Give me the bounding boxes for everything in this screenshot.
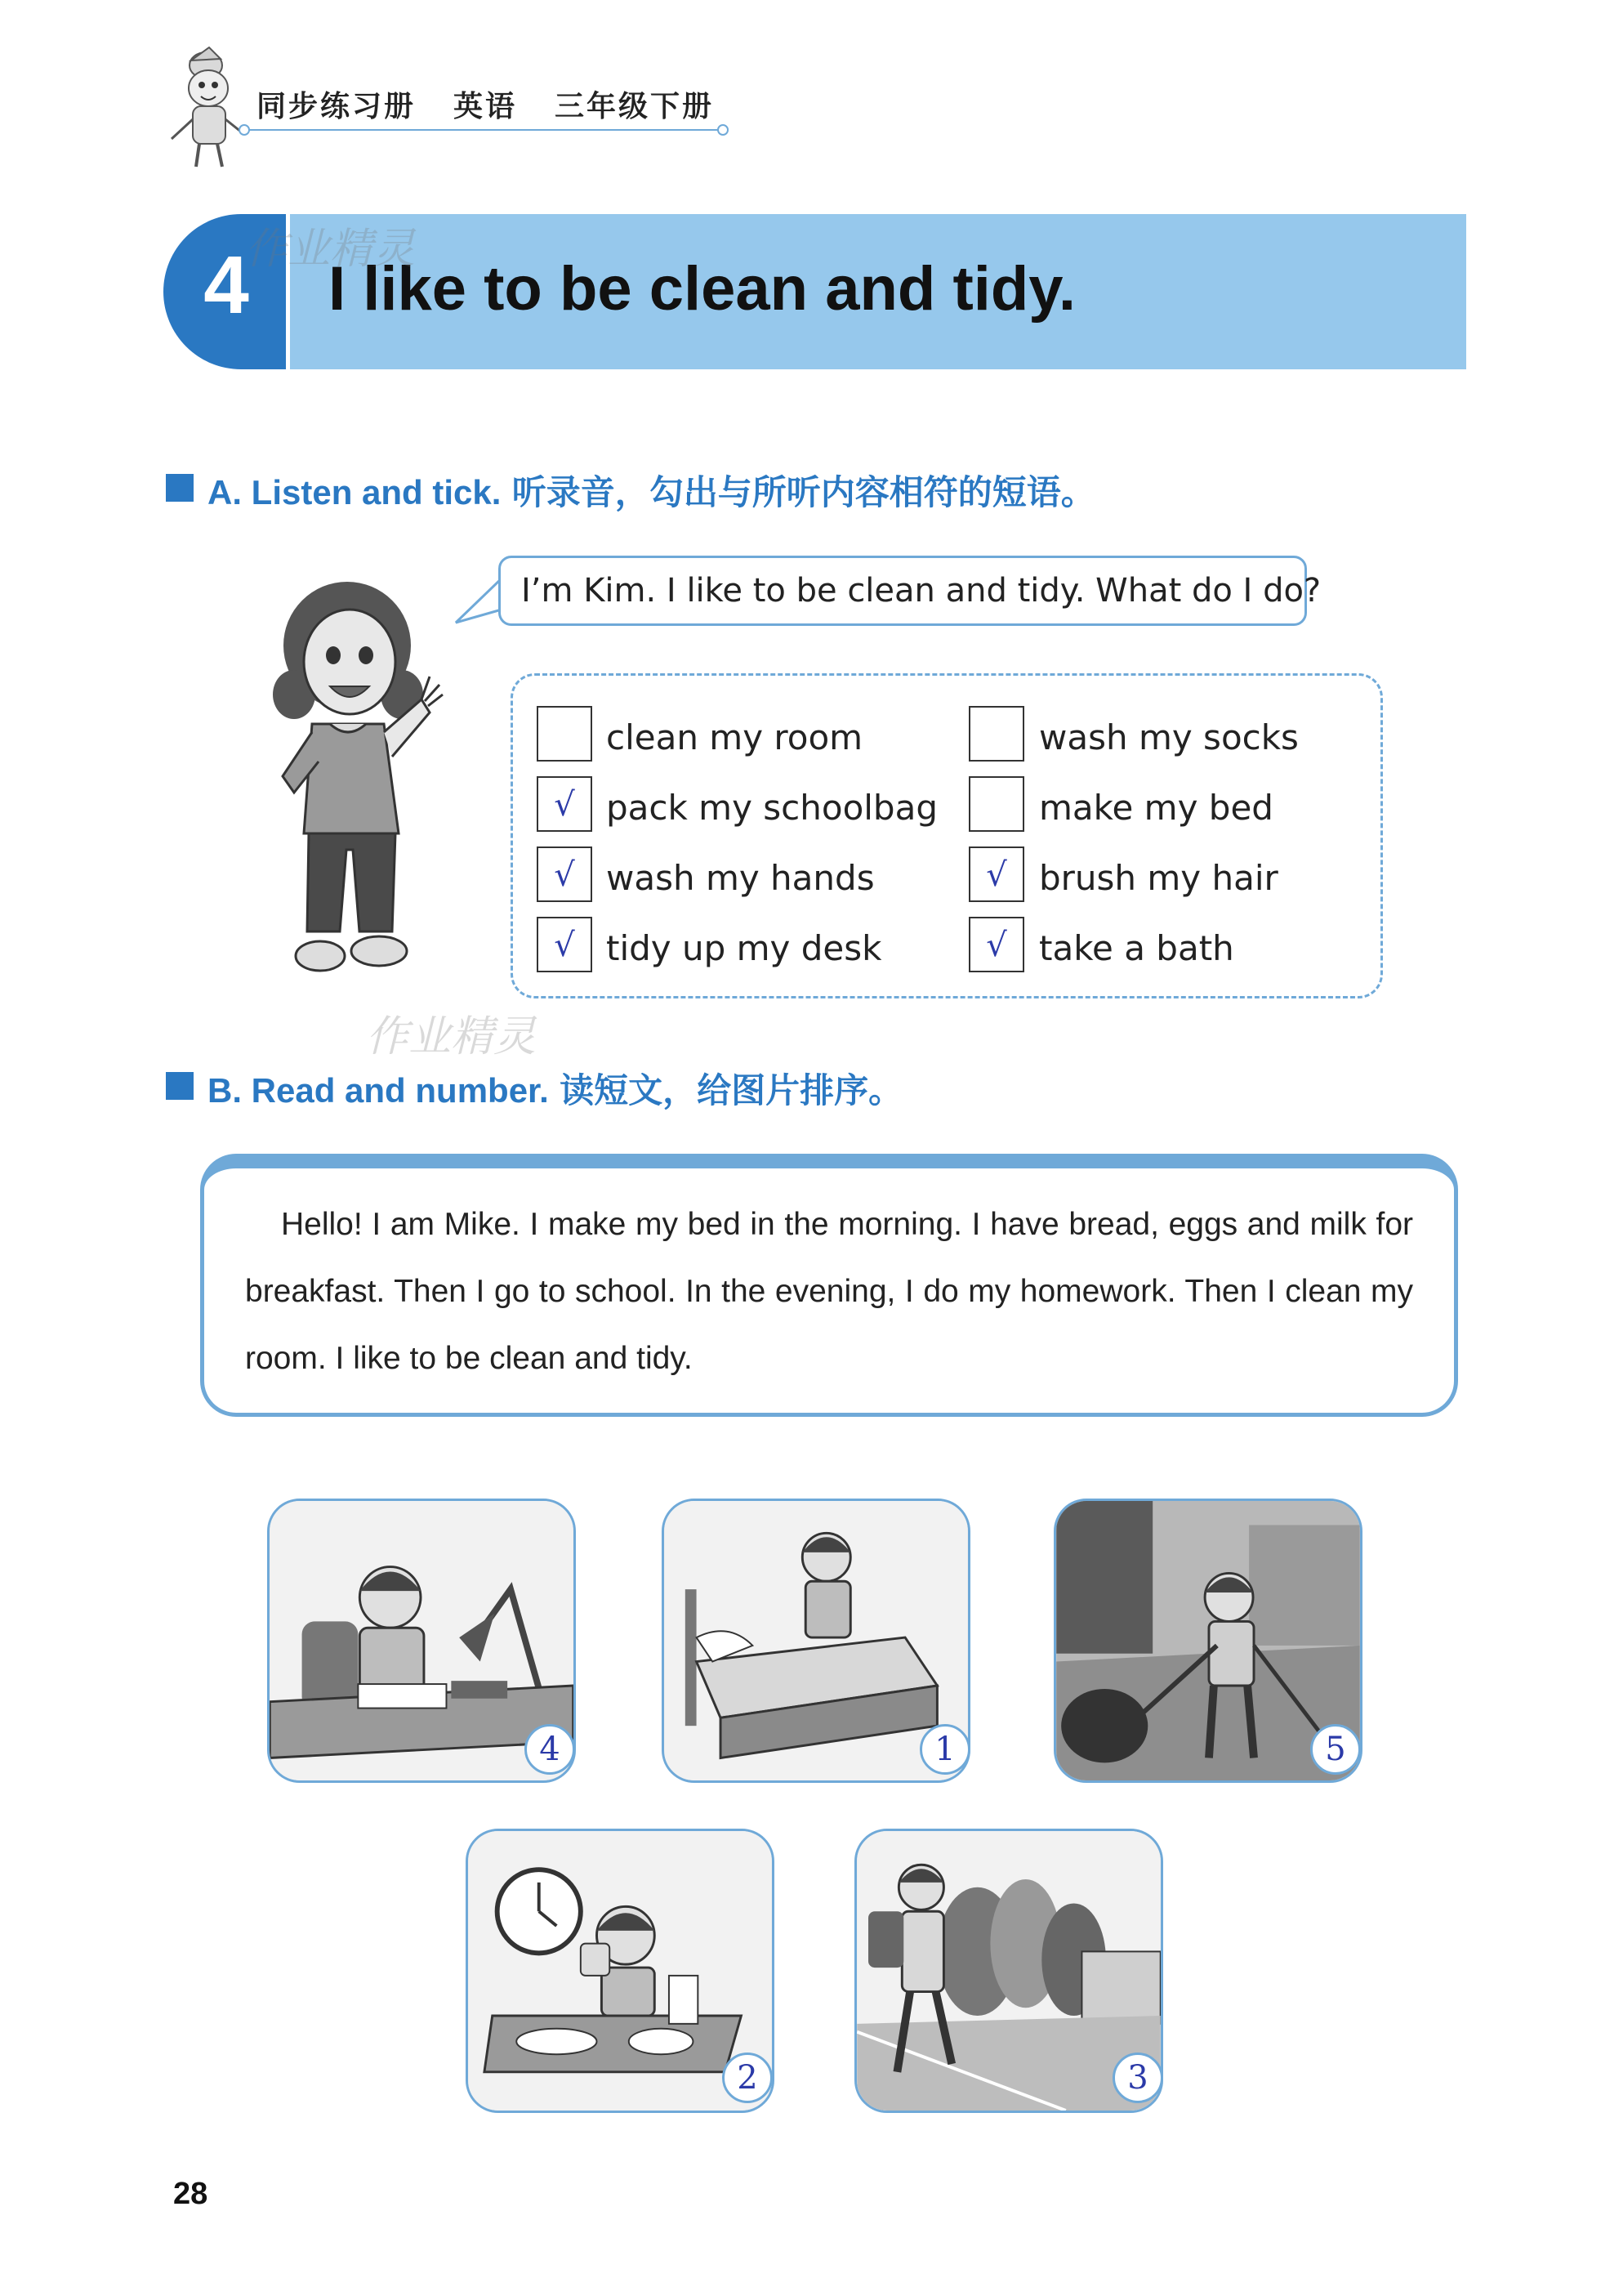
section-b-marker — [166, 1072, 194, 1100]
section-a-heading-en: A. Listen and tick. — [207, 473, 502, 511]
tick-box-clean-my-room[interactable] — [537, 706, 592, 762]
tick-box-tidy-up-my-desk[interactable]: √ — [537, 917, 592, 972]
option-label-pack-my-schoolbag: pack my schoolbag — [606, 788, 938, 828]
reading-passage — [245, 1191, 1413, 1392]
picture-number-make-bed[interactable]: 1 — [920, 1724, 970, 1775]
section-b-heading-zh: 读短文，给图片排序。 — [560, 1070, 903, 1110]
picture-number-go-to-school[interactable]: 3 — [1113, 2053, 1163, 2103]
tick-box-pack-my-schoolbag[interactable]: √ — [537, 776, 592, 832]
header-rule-dot-left — [239, 124, 250, 136]
watermark-2: 作业精灵 — [366, 1012, 537, 1061]
option-label-wash-my-socks: wash my socks — [1039, 717, 1299, 757]
section-a-heading-zh: 听录音，勾出与所听内容相符的短语。 — [511, 472, 1095, 512]
reading-passage-text: Hello! I am Mike. I make my bed in the morning. I have bread, eggs and milk for breakfast. Then I go to school. In the evening, I do my homework. Then I clean my room. I like to be clean and tidy. — [245, 1207, 1413, 1376]
tick-box-take-a-bath[interactable]: √ — [969, 917, 1024, 972]
option-label-make-my-bed: make my bed — [1039, 788, 1273, 828]
subject: 英语 — [453, 90, 518, 123]
picture-number-clean-room[interactable]: 5 — [1310, 1724, 1361, 1775]
bubble-tail — [454, 575, 503, 626]
book-title: 同步练习册 — [256, 90, 417, 123]
tick-box-make-my-bed[interactable] — [969, 776, 1024, 832]
section-a-heading — [207, 466, 1095, 515]
grade: 三年级下册 — [555, 90, 715, 123]
mascot-illustration — [163, 41, 253, 172]
unit-number: 4 — [203, 239, 249, 331]
picture-number-homework[interactable]: 4 — [524, 1724, 575, 1775]
option-label-wash-my-hands: wash my hands — [606, 858, 875, 898]
unit-title: I like to be clean and tidy. — [328, 254, 1077, 324]
book-header — [256, 83, 751, 125]
header-rule-dot-right — [717, 124, 729, 136]
section-b-heading-en: B. Read and number. — [207, 1071, 549, 1110]
option-label-clean-my-room: clean my room — [606, 717, 863, 757]
header-rule — [245, 129, 725, 131]
option-label-take-a-bath: take a bath — [1039, 928, 1234, 968]
tick-box-wash-my-socks[interactable] — [969, 706, 1024, 762]
option-label-brush-my-hair: brush my hair — [1039, 858, 1278, 898]
page-number: 28 — [173, 2177, 208, 2211]
girl-kim-illustration — [261, 572, 449, 997]
section-b-heading — [207, 1064, 903, 1113]
watermark: 作业精灵 — [245, 225, 416, 274]
section-a-marker — [166, 474, 194, 502]
tick-box-wash-my-hands[interactable]: √ — [537, 846, 592, 902]
tick-box-brush-my-hair[interactable]: √ — [969, 846, 1024, 902]
picture-number-breakfast[interactable]: 2 — [722, 2053, 773, 2103]
option-label-tidy-up-my-desk: tidy up my desk — [606, 928, 882, 968]
speech-bubble-text: I’m Kim. I like to be clean and tidy. What do I do? — [521, 572, 1322, 610]
